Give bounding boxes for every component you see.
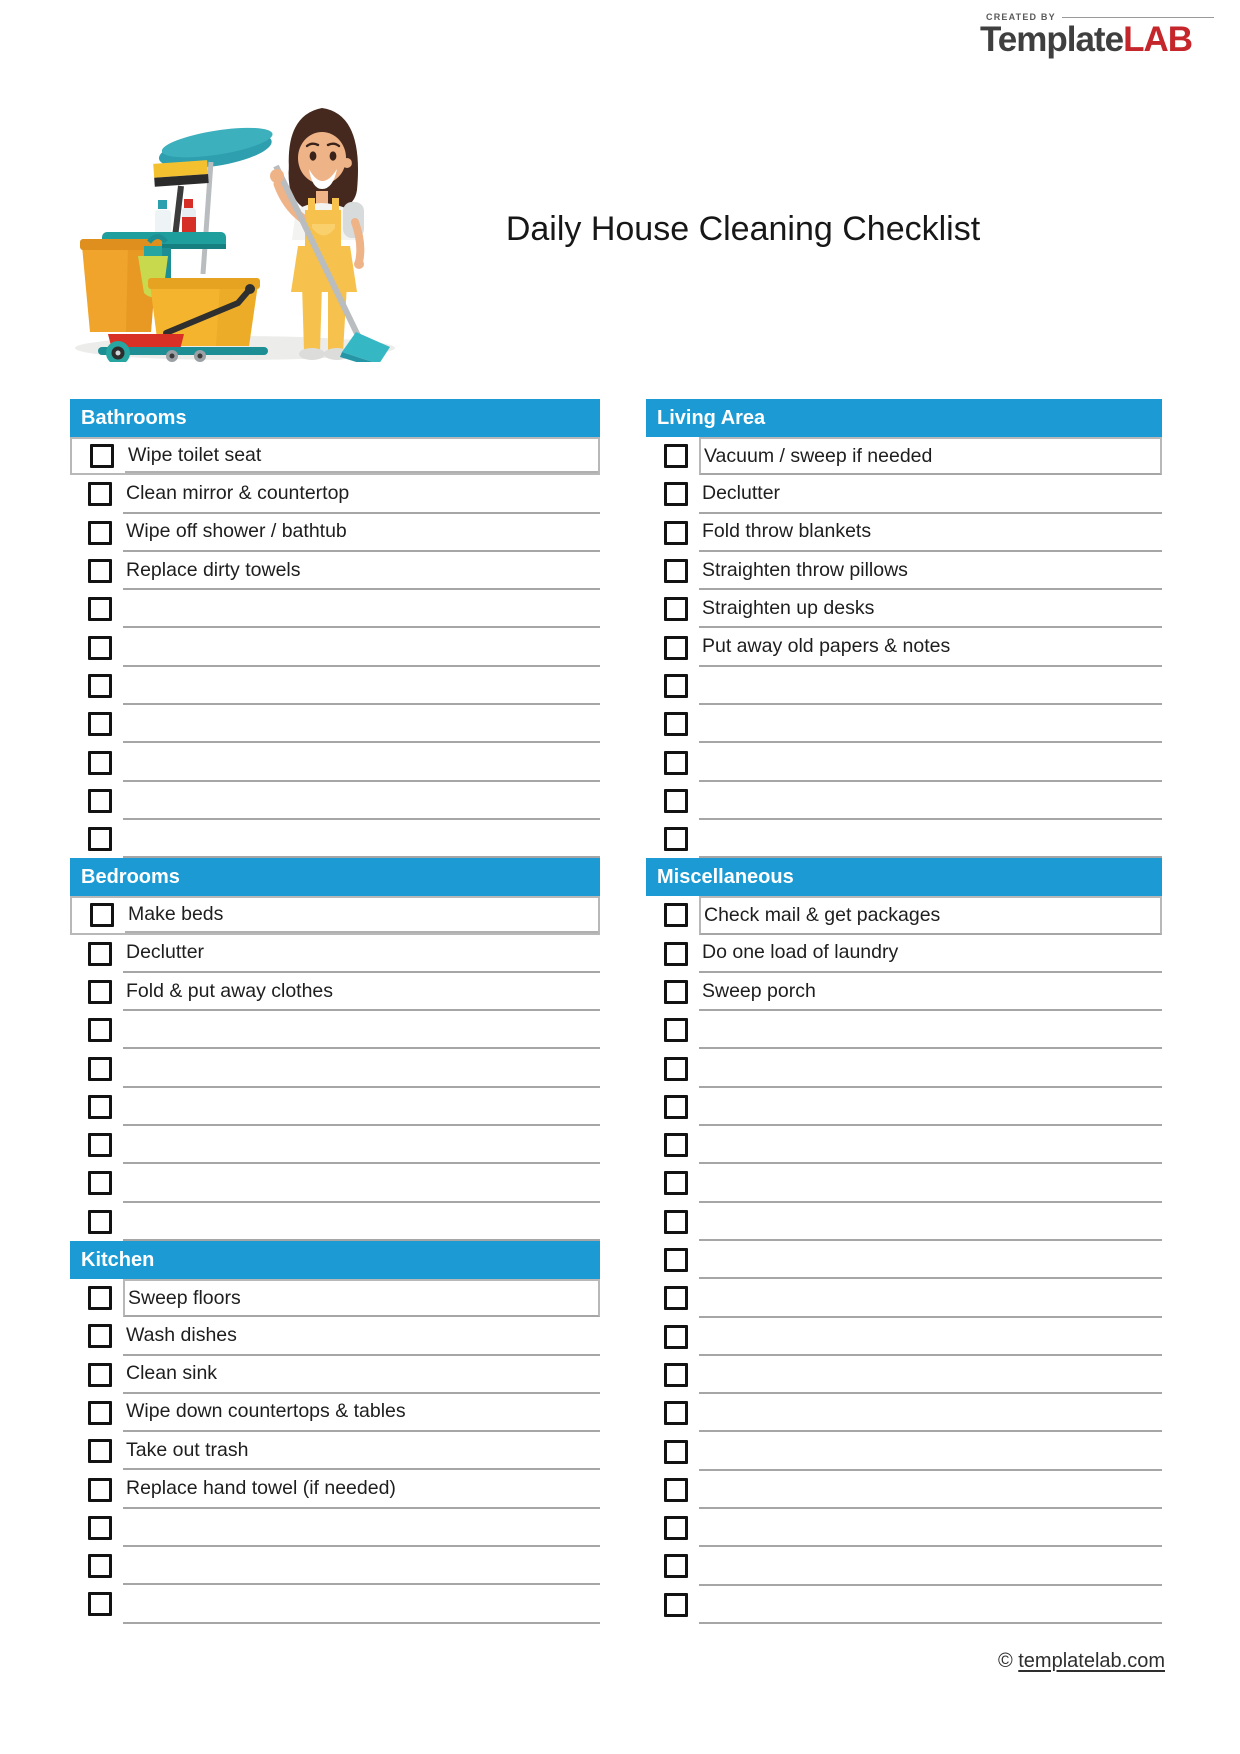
item-label: Sweep floors [123,1279,600,1317]
checklist-row [646,1394,1162,1432]
blank-fill-line[interactable] [123,782,600,820]
item-checkbox[interactable] [88,712,112,736]
item-checkbox[interactable] [664,1057,688,1081]
section-header-bedrooms: Bedrooms [70,858,600,896]
item-label: Replace hand towel (if needed) [123,1470,600,1508]
item-checkbox[interactable] [664,903,688,927]
cleaning-illustration [70,96,402,362]
checklist-row [646,1318,1162,1356]
item-checkbox[interactable] [88,1286,112,1310]
item-label: Make beds [125,898,598,932]
blank-fill-line[interactable] [699,667,1162,705]
checklist-row [70,667,600,705]
checklist-row [70,1126,600,1164]
item-checkbox[interactable] [88,674,112,698]
copyright-symbol: © [997,1650,1019,1672]
blank-fill-line[interactable] [123,1203,600,1241]
item-checkbox[interactable] [88,1171,112,1195]
blank-fill-line[interactable] [699,1203,1162,1241]
item-checkbox[interactable] [88,1018,112,1042]
blank-fill-line[interactable] [699,1279,1162,1317]
checklist-row [646,1356,1162,1394]
checklist-row [646,1164,1162,1202]
checklist-row [70,552,600,590]
item-checkbox[interactable] [88,1516,112,1540]
item-checkbox[interactable] [664,1516,688,1540]
item-checkbox[interactable] [88,1439,112,1463]
blank-fill-line[interactable] [699,1241,1162,1279]
blank-fill-line[interactable] [699,1126,1162,1164]
item-checkbox[interactable] [664,674,688,698]
checklist-row [646,1547,1162,1585]
item-label: Clean sink [123,1356,600,1394]
checklist-row [646,1126,1162,1164]
checklist-row [646,1432,1162,1470]
checklist-row [646,1586,1162,1624]
page-title: Daily House Cleaning Checklist [505,210,981,248]
checklist-row [646,1011,1162,1049]
blank-fill-line[interactable] [699,1164,1162,1202]
blank-fill-line[interactable] [123,667,600,705]
checklist-row [646,973,1162,1011]
item-checkbox[interactable] [88,1210,112,1234]
item-label: Wipe down countertops & tables [123,1394,600,1432]
checklist-row [70,782,600,820]
item-checkbox[interactable] [88,636,112,660]
item-checkbox[interactable] [90,444,114,468]
checklist-row [646,705,1162,743]
item-checkbox[interactable] [88,482,112,506]
item-checkbox[interactable] [664,1095,688,1119]
item-label: Take out trash [123,1432,600,1470]
blank-fill-line[interactable] [699,1318,1162,1356]
item-label: Vacuum / sweep if needed [699,437,1162,475]
checklist-row [70,1585,600,1623]
item-checkbox[interactable] [88,597,112,621]
item-checkbox[interactable] [664,942,688,966]
item-checkbox[interactable] [88,827,112,851]
checklist-row [646,590,1162,628]
checklist-row [70,514,600,552]
blank-fill-line[interactable] [123,705,600,743]
blank-fill-line[interactable] [123,820,600,858]
blank-fill-line[interactable] [699,1586,1162,1624]
item-checkbox[interactable] [664,827,688,851]
checklist-row [70,935,600,973]
item-label: Do one load of laundry [699,935,1162,973]
checklist-row [70,1432,600,1470]
item-checkbox[interactable] [88,789,112,813]
blank-fill-line[interactable] [699,1432,1162,1470]
checklist-row [646,743,1162,781]
item-label: Fold & put away clothes [123,973,600,1011]
item-checkbox[interactable] [664,1554,688,1578]
checklist-row [646,552,1162,590]
item-checkbox[interactable] [664,751,688,775]
item-checkbox[interactable] [664,636,688,660]
section-header-miscellaneous: Miscellaneous [646,858,1162,896]
item-label: Fold throw blankets [699,514,1162,552]
item-checkbox[interactable] [88,521,112,545]
item-label: Put away old papers & notes [699,628,1162,666]
checklist-row [646,667,1162,705]
item-checkbox[interactable] [664,597,688,621]
footer-templatelab-link[interactable]: templatelab.com [1018,1650,1165,1672]
item-checkbox[interactable] [88,1324,112,1348]
item-checkbox[interactable] [664,444,688,468]
item-checkbox[interactable] [664,1133,688,1157]
checklist-row [70,1394,600,1432]
checklist-row [646,1088,1162,1126]
checklist-row [646,1203,1162,1241]
item-checkbox[interactable] [664,521,688,545]
blank-fill-line[interactable] [123,1088,600,1126]
checklist-row [646,1049,1162,1087]
logo-wordmark-primary: Template [980,20,1124,59]
blank-fill-line[interactable] [699,705,1162,743]
footer-credit [998,1650,1165,1673]
item-checkbox[interactable] [88,1133,112,1157]
blank-fill-line[interactable] [123,628,600,666]
section-header-bathrooms: Bathrooms [70,399,600,437]
item-label: Straighten up desks [699,590,1162,628]
checklist-row [70,1164,600,1202]
item-checkbox[interactable] [88,1095,112,1119]
checklist-row [70,1088,600,1126]
item-checkbox[interactable] [664,482,688,506]
item-checkbox[interactable] [88,1363,112,1387]
section-header-living-area: Living Area [646,399,1162,437]
checklist-column-left [70,399,600,1624]
item-checkbox[interactable] [664,1478,688,1502]
checklist-row [70,973,600,1011]
checklist-row [70,1470,600,1508]
checklist-row [70,896,600,934]
item-checkbox[interactable] [88,942,112,966]
checklist-row [646,437,1162,475]
item-checkbox[interactable] [88,1554,112,1578]
checklist-row [646,1241,1162,1279]
item-checkbox[interactable] [664,1286,688,1310]
checklist-row [646,514,1162,552]
item-checkbox[interactable] [88,1057,112,1081]
blank-fill-line[interactable] [123,1049,600,1087]
logo-wordmark [980,22,1216,59]
item-label: Straighten throw pillows [699,552,1162,590]
checklist-row [646,820,1162,858]
item-checkbox[interactable] [88,980,112,1004]
checklist-row [70,1279,600,1317]
logo-wordmark-accent: LAB [1123,20,1192,59]
blank-fill-line[interactable] [123,1164,600,1202]
blank-fill-line[interactable] [699,1547,1162,1585]
checklist-row [646,475,1162,513]
checklist-row [70,1203,600,1241]
checklist-row [70,1356,600,1394]
item-checkbox[interactable] [664,1325,688,1349]
checklist-row [70,437,600,475]
checklist-row [646,896,1162,934]
blank-fill-line[interactable] [123,1011,600,1049]
item-checkbox[interactable] [664,1018,688,1042]
item-checkbox[interactable] [664,1171,688,1195]
blank-fill-line[interactable] [123,1547,600,1585]
checklist-row [70,475,600,513]
blank-fill-line[interactable] [699,1011,1162,1049]
checklist-row [70,590,600,628]
blank-fill-line[interactable] [123,743,600,781]
item-checkbox[interactable] [664,789,688,813]
item-checkbox[interactable] [664,712,688,736]
checklist-row [70,743,600,781]
item-checkbox[interactable] [664,1593,688,1617]
section-header-kitchen: Kitchen [70,1241,600,1279]
checklist-row [70,628,600,666]
checklist-row [646,1509,1162,1547]
checklist-row [646,1279,1162,1317]
checklist-row [646,935,1162,973]
item-checkbox[interactable] [664,1248,688,1272]
item-checkbox[interactable] [664,980,688,1004]
checklist-row [70,1049,600,1087]
checklist-row [646,1471,1162,1509]
blank-fill-line[interactable] [699,782,1162,820]
blank-fill-line[interactable] [123,590,600,628]
blank-fill-line[interactable] [699,1049,1162,1087]
blank-fill-line[interactable] [123,1509,600,1547]
checklist-row [70,705,600,743]
item-label: Replace dirty towels [123,552,600,590]
item-checkbox[interactable] [664,559,688,583]
checklist-row [70,1011,600,1049]
blank-fill-line[interactable] [123,1126,600,1164]
item-checkbox[interactable] [664,1363,688,1387]
blank-fill-line[interactable] [699,1471,1162,1509]
item-label: Wipe toilet seat [125,439,598,473]
item-label: Check mail & get packages [699,896,1162,934]
blank-fill-line[interactable] [699,1394,1162,1432]
item-label: Wipe off shower / bathtub [123,514,600,552]
item-checkbox[interactable] [88,1478,112,1502]
blank-fill-line[interactable] [699,1088,1162,1126]
checklist-row [70,820,600,858]
item-checkbox[interactable] [664,1401,688,1425]
item-checkbox[interactable] [88,751,112,775]
item-checkbox[interactable] [90,903,114,927]
item-label: Wash dishes [123,1317,600,1355]
checklist-row [70,1547,600,1585]
templatelab-logo [980,12,1216,59]
blank-fill-line[interactable] [123,1585,600,1623]
blank-fill-line[interactable] [699,820,1162,858]
item-label: Declutter [123,935,600,973]
logo-created-by-label: CREATED BY [986,12,1214,22]
checklist-row [70,1317,600,1355]
checklist-row [70,1509,600,1547]
checklist-row [646,782,1162,820]
checklist-column-right [646,399,1162,1624]
item-label: Declutter [699,475,1162,513]
item-label: Sweep porch [699,973,1162,1011]
blank-fill-line[interactable] [699,1356,1162,1394]
item-checkbox[interactable] [664,1210,688,1234]
item-label: Clean mirror & countertop [123,475,600,513]
item-checkbox[interactable] [664,1440,688,1464]
blank-fill-line[interactable] [699,743,1162,781]
checklist-row [646,628,1162,666]
blank-fill-line[interactable] [699,1509,1162,1547]
item-checkbox[interactable] [88,1592,112,1616]
item-checkbox[interactable] [88,559,112,583]
item-checkbox[interactable] [88,1401,112,1425]
